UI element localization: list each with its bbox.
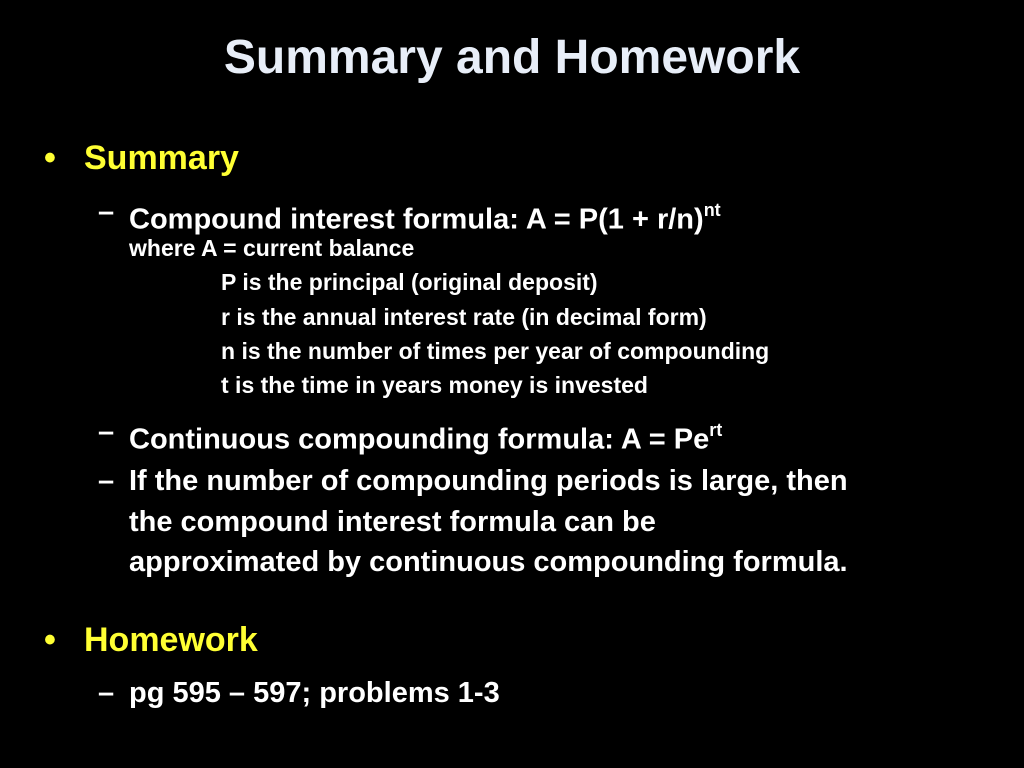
definition-principal: P is the principal (original deposit) bbox=[221, 269, 598, 295]
definition-rate: r is the annual interest rate (in decimal form) bbox=[221, 304, 707, 330]
slide-title: Summary and Homework bbox=[223, 31, 801, 84]
compound-formula-label: Compound interest formula: A = P(1 + r/n) bbox=[129, 203, 704, 236]
dash-glyph: – bbox=[98, 416, 115, 448]
dash-glyph: – bbox=[98, 196, 115, 228]
definition-compounding: n is the number of times per year of compounding bbox=[221, 338, 770, 364]
dash-glyph: – bbox=[98, 677, 115, 709]
bullet-glyph: • bbox=[44, 139, 56, 177]
definition-time: t is the time in years money is invested bbox=[221, 372, 648, 398]
continuous-formula-label: Continuous compounding formula: A = Pe bbox=[129, 423, 710, 456]
continuous-formula-exponent: rt bbox=[709, 420, 723, 440]
approximation-line-3: approximated by continuous compounding formula. bbox=[129, 546, 848, 578]
where-line: where A = current balance bbox=[129, 235, 415, 261]
homework-assignment: pg 595 – 597; problems 1-3 bbox=[129, 677, 500, 709]
summary-heading: Summary bbox=[84, 139, 239, 177]
approximation-line-2: the compound interest formula can be bbox=[129, 506, 656, 538]
dash-glyph: – bbox=[98, 465, 115, 497]
bullet-glyph: • bbox=[44, 621, 56, 659]
continuous-formula bbox=[129, 412, 722, 460]
compound-formula-exponent: nt bbox=[703, 200, 721, 220]
homework-heading: Homework bbox=[84, 621, 258, 659]
approximation-line-1: If the number of compounding periods is large, then bbox=[129, 465, 848, 497]
